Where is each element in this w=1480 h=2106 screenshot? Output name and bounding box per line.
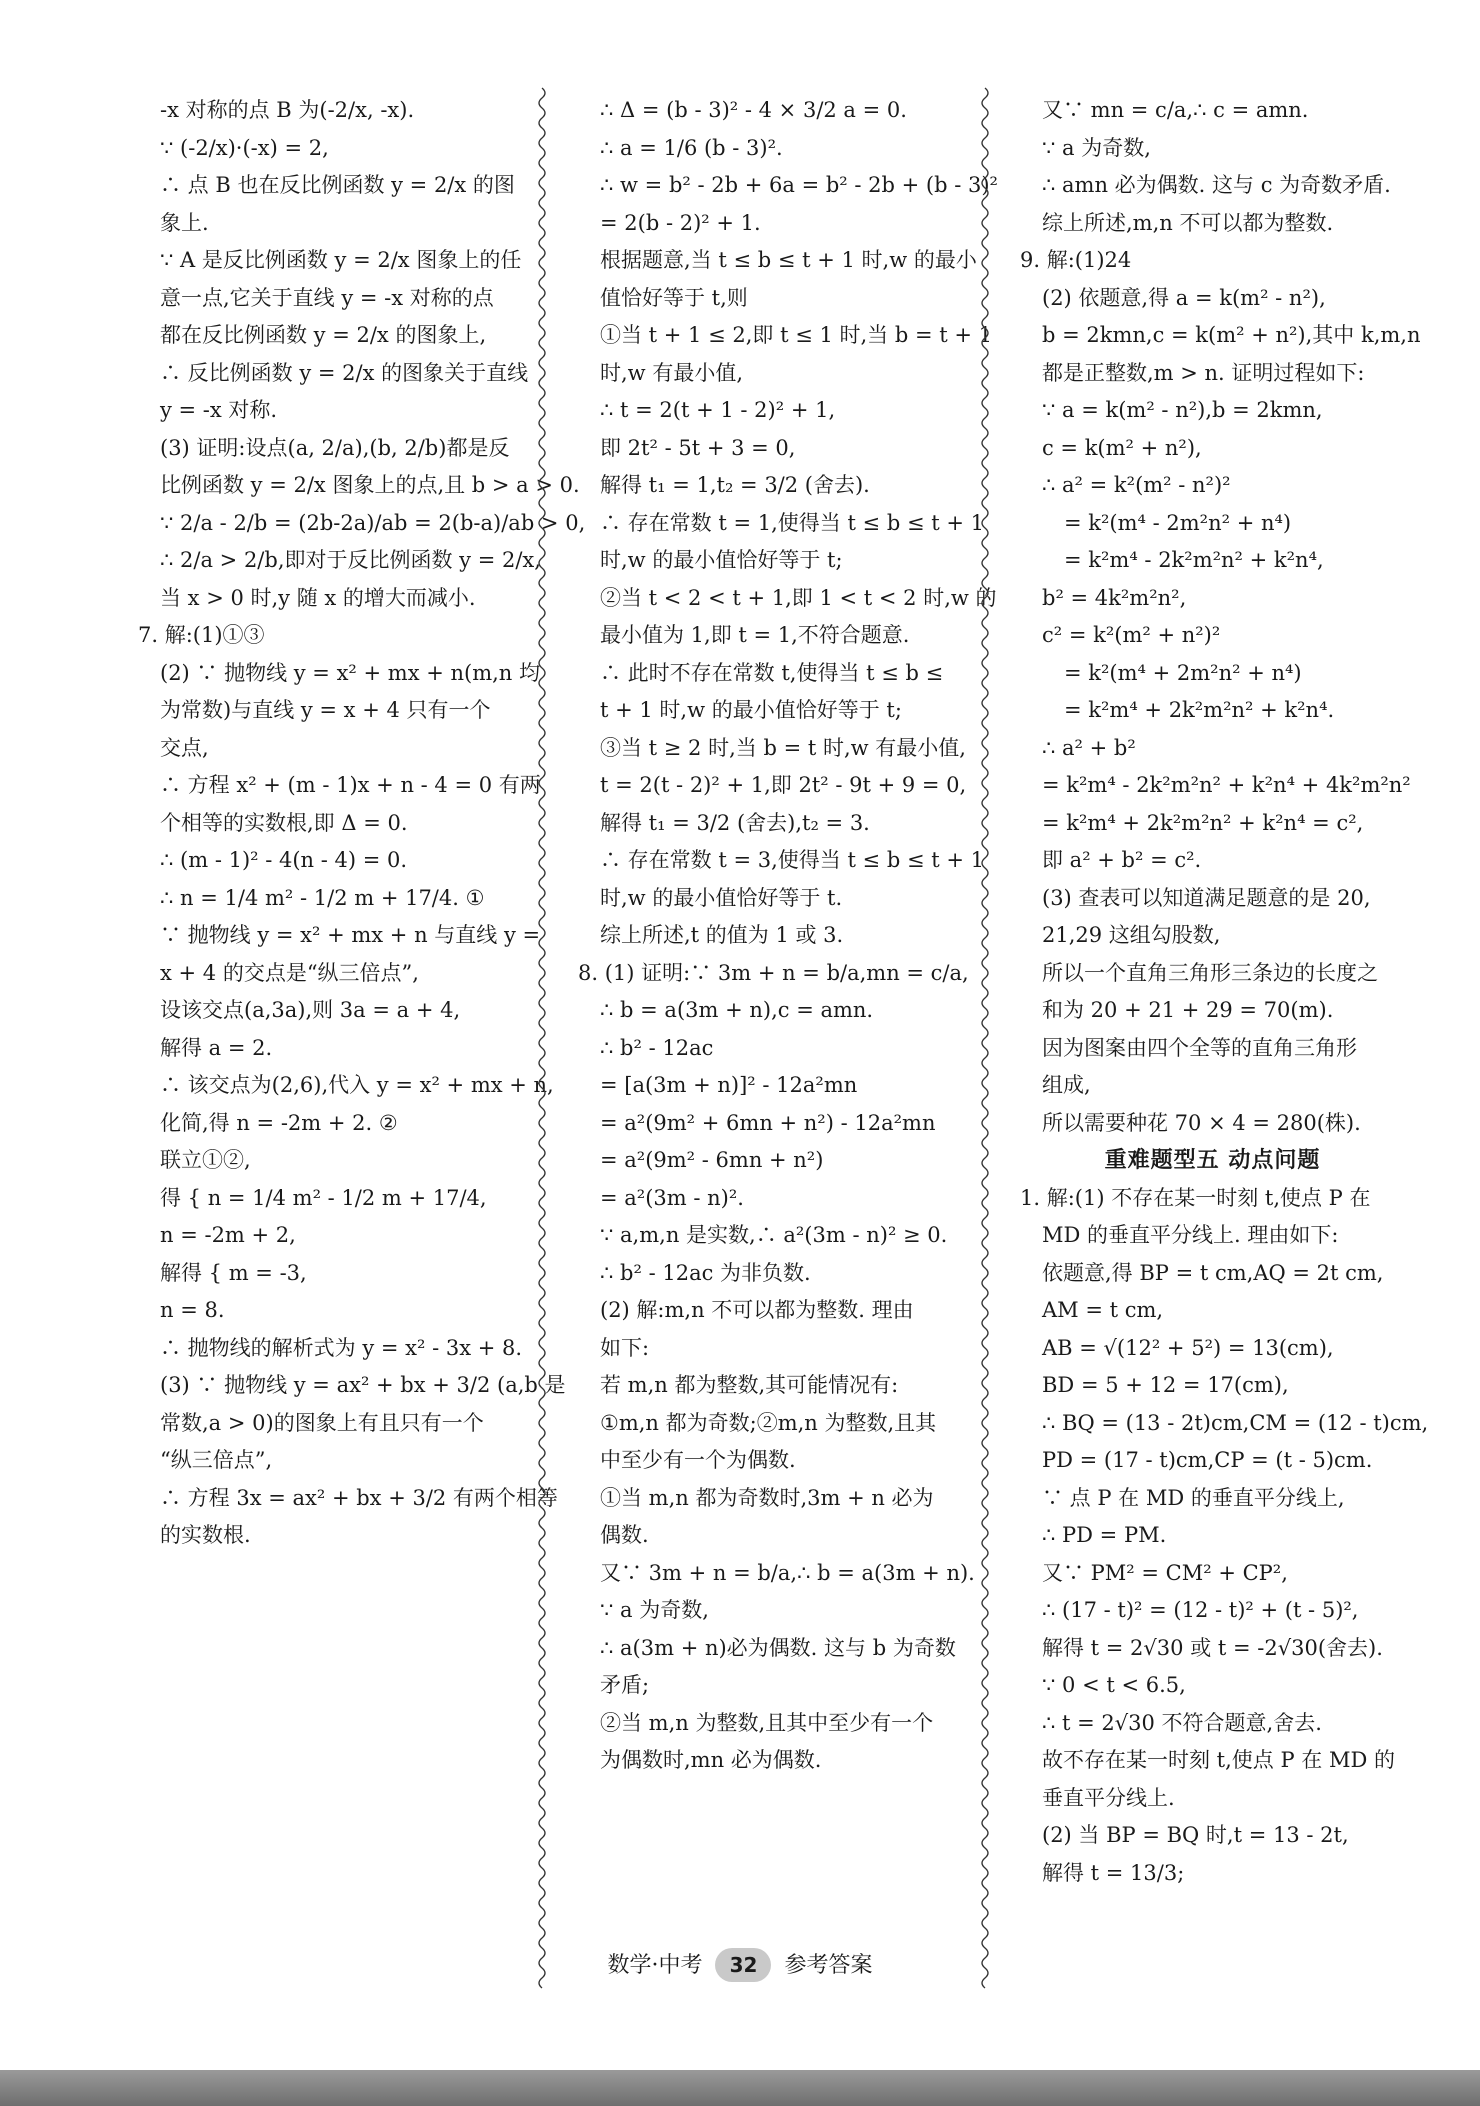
answer-line: 得 { n = 1/4 m² - 1/2 m + 17/4,	[160, 1185, 487, 1210]
answer-line: 解得 a = 2.	[160, 1035, 273, 1060]
answer-line: n = -2m + 2,	[160, 1223, 296, 1247]
answer-line: = k²m⁴ + 2k²m²n² + k²n⁴.	[1064, 698, 1335, 722]
answer-line: ∵ a = k(m² - n²),b = 2kmn,	[1042, 398, 1323, 422]
wavy-divider-1	[535, 88, 549, 1978]
answer-line: 即 2t² - 5t + 3 = 0,	[600, 435, 796, 460]
answer-line: ∴ 存在常数 t = 1,使得当 t ≤ b ≤ t + 1	[600, 510, 984, 535]
answer-line: 值恰好等于 t,则	[600, 285, 748, 310]
answer-line: 8. (1) 证明:∵ 3m + n = b/a,mn = c/a,	[578, 960, 969, 985]
answer-line: 联立①②,	[160, 1148, 251, 1172]
answer-line: ∴ t = 2(t + 1 - 2)² + 1,	[600, 398, 836, 422]
answer-column-2	[578, 92, 998, 1780]
footer-subject: 数学·中考	[607, 1953, 703, 1978]
answer-line: t + 1 时,w 的最小值恰好等于 t;	[600, 698, 902, 722]
answer-line: AM = t cm,	[1042, 1298, 1164, 1322]
answer-line: ①当 t + 1 ≤ 2,即 t ≤ 1 时,当 b = t + 1	[600, 323, 992, 347]
answer-line: = k²m⁴ - 2k²m²n² + k²n⁴,	[1064, 548, 1324, 572]
wavy-line	[539, 88, 545, 1988]
answer-line: 9. 解:(1)24	[1020, 248, 1132, 272]
answer-line: 偶数.	[600, 1523, 649, 1547]
answer-line: 为偶数时,mn 必为偶数.	[600, 1748, 822, 1772]
answer-line: = k²m⁴ - 2k²m²n² + k²n⁴ + 4k²m²n²	[1042, 773, 1411, 797]
answer-line: 矛盾;	[600, 1673, 650, 1697]
answer-line: = k²(m⁴ + 2m²n² + n⁴)	[1064, 660, 1302, 685]
answer-line: 为常数)与直线 y = x + 4 只有一个	[160, 698, 491, 722]
page-number: 32	[715, 1948, 771, 1982]
answer-line: ∴ 反比例函数 y = 2/x 的图象关于直线	[160, 360, 529, 385]
answer-line: 比例函数 y = 2/x 图象上的点,且 b > a > 0.	[160, 473, 580, 497]
answer-line: 的实数根.	[160, 1523, 251, 1547]
answer-line: 组成,	[1042, 1073, 1091, 1097]
answer-line: = a²(9m² - 6mn + n²)	[600, 1148, 824, 1172]
answer-line: 根据题意,当 t ≤ b ≤ t + 1 时,w 的最小	[600, 248, 977, 272]
answer-line: ∴ b² - 12ac 为非负数.	[600, 1260, 811, 1285]
answer-line: ∵ 2/a - 2/b = (2b-2a)/ab = 2(b-a)/ab > 0,	[160, 510, 586, 535]
answer-line: ∵ (-2/x)·(-x) = 2,	[160, 135, 329, 160]
answer-line: (2) 解:m,n 不可以都为整数. 理由	[600, 1298, 914, 1322]
answer-line: b = 2kmn,c = k(m² + n²),其中 k,m,n	[1042, 323, 1421, 347]
answer-line: ∵ 点 P 在 MD 的垂直平分线上,	[1042, 1485, 1345, 1510]
answer-line: 时,w 的最小值恰好等于 t;	[600, 548, 843, 572]
answer-line: 设该交点(a,3a),则 3a = a + 4,	[160, 998, 461, 1022]
answer-line: 所以一个直角三角形三条边的长度之	[1042, 960, 1378, 985]
answer-line: b² = 4k²m²n²,	[1042, 585, 1187, 610]
answer-line: ②当 t < 2 < t + 1,即 1 < t < 2 时,w 的	[600, 585, 997, 610]
answer-line: 解得 t = 13/3;	[1042, 1860, 1185, 1885]
answer-line: ∴ 方程 3x = ax² + bx + 3/2 有两个相等	[160, 1485, 558, 1510]
answer-line: ∴ a² = k²(m² - n²)²	[1042, 473, 1231, 497]
answer-line: ①当 m,n 都为奇数时,3m + n 必为	[600, 1485, 934, 1510]
answer-line: 化简,得 n = -2m + 2. ②	[160, 1110, 398, 1135]
answer-line: 综上所述,m,n 不可以都为整数.	[1042, 210, 1334, 235]
answer-line: ∴ a = 1/6 (b - 3)².	[600, 135, 783, 160]
answer-line: ②当 m,n 为整数,且其中至少有一个	[600, 1710, 934, 1735]
answer-line: ∴ 该交点为(2,6),代入 y = x² + mx + n,	[160, 1073, 554, 1097]
wavy-line	[982, 88, 988, 1988]
answer-line: x + 4 的交点是“纵三倍点”,	[160, 960, 419, 985]
answer-line: 意一点,它关于直线 y = -x 对称的点	[160, 285, 494, 310]
answer-line: 中至少有一个为偶数.	[600, 1448, 796, 1472]
answer-line: 个相等的实数根,即 Δ = 0.	[160, 810, 408, 835]
answer-line: ∴ PD = PM.	[1042, 1523, 1167, 1547]
answer-line: ∴ a(3m + n)必为偶数. 这与 b 为奇数	[600, 1635, 956, 1660]
answer-line: = k²m⁴ + 2k²m²n² + k²n⁴ = c²,	[1042, 810, 1364, 835]
answer-line: 21,29 这组勾股数,	[1042, 923, 1221, 947]
answer-line: -x 对称的点 B 为(-2/x, -x).	[160, 98, 415, 122]
answer-line: “纵三倍点”,	[160, 1448, 273, 1472]
answer-line: ∴ (m - 1)² - 4(n - 4) = 0.	[160, 848, 408, 872]
footer-section: 参考答案	[784, 1953, 873, 1978]
page-footer	[0, 1948, 1480, 1982]
answer-line: 解得 t₁ = 1,t₂ = 3/2 (舍去).	[600, 473, 870, 497]
answer-line: 故不存在某一时刻 t,使点 P 在 MD 的	[1042, 1748, 1395, 1772]
answer-line: (2) ∵ 抛物线 y = x² + mx + n(m,n 均	[160, 660, 540, 685]
answer-line: ∴ 存在常数 t = 3,使得当 t ≤ b ≤ t + 1	[600, 848, 984, 872]
answer-line: ∴ 点 B 也在反比例函数 y = 2/x 的图	[160, 173, 515, 197]
answer-line: = k²(m⁴ - 2m²n² + n⁴)	[1064, 510, 1292, 535]
answer-line: 解得 { m = -3,	[160, 1260, 307, 1285]
answer-line: 垂直平分线上.	[1042, 1785, 1175, 1810]
answer-line: 综上所述,t 的值为 1 或 3.	[600, 923, 844, 947]
answer-line: ∵ a,m,n 是实数,∴ a²(3m - n)² ≥ 0.	[600, 1223, 948, 1247]
answer-column-3	[1020, 92, 1429, 1892]
answer-line: n = 8.	[160, 1298, 225, 1322]
answer-line: 都是正整数,m > n. 证明过程如下:	[1042, 360, 1365, 385]
answer-line: BD = 5 + 12 = 17(cm),	[1042, 1373, 1289, 1397]
answer-line: 因为图案由四个全等的直角三角形	[1042, 1035, 1357, 1060]
answer-line: ∴ 此时不存在常数 t,使得当 t ≤ b ≤	[600, 660, 944, 685]
answer-line: 如下:	[600, 1335, 650, 1360]
answer-line: 解得 t₁ = 3/2 (舍去),t₂ = 3.	[600, 810, 870, 835]
answer-line: = a²(9m² + 6mn + n²) - 12a²mn	[600, 1110, 936, 1135]
answer-line: 象上.	[160, 210, 209, 235]
answer-line: 时,w 有最小值,	[600, 360, 744, 385]
answer-line: = 2(b - 2)² + 1.	[600, 210, 761, 235]
answer-line: ∴ b = a(3m + n),c = amn.	[600, 998, 874, 1022]
answer-line: 重难题型五 动点问题	[1104, 1148, 1321, 1173]
answer-line: 1. 解:(1) 不存在某一时刻 t,使点 P 在	[1020, 1185, 1371, 1210]
answer-line: ∵ A 是反比例函数 y = 2/x 图象上的任	[160, 248, 522, 272]
answer-line: 解得 t = 2√30 或 t = -2√30(舍去).	[1042, 1635, 1383, 1660]
answer-line: 所以需要种花 70 × 4 = 280(株).	[1042, 1110, 1361, 1135]
answer-line: 又∵ PM² = CM² + CP²,	[1042, 1560, 1288, 1585]
answer-line: ∴ n = 1/4 m² - 1/2 m + 17/4. ①	[160, 885, 485, 910]
answer-line: ∴ (17 - t)² = (12 - t)² + (t - 5)²,	[1042, 1598, 1359, 1622]
wavy-divider-2	[978, 88, 992, 1978]
answer-line: ∵ 0 < t < 6.5,	[1042, 1673, 1186, 1697]
answer-line: ∴ 抛物线的解析式为 y = x² - 3x + 8.	[160, 1335, 523, 1360]
answer-line: PD = (17 - t)cm,CP = (t - 5)cm.	[1042, 1448, 1373, 1472]
page-edge-band	[0, 2070, 1480, 2106]
answer-line: ∵ a 为奇数,	[1042, 135, 1151, 160]
answer-line: (2) 依题意,得 a = k(m² - n²),	[1042, 285, 1326, 310]
answer-line: ∴ amn 必为偶数. 这与 c 为奇数矛盾.	[1042, 173, 1391, 197]
answer-line: ∴ BQ = (13 - 2t)cm,CM = (12 - t)cm,	[1042, 1410, 1429, 1435]
answer-line: ③当 t ≥ 2 时,当 b = t 时,w 有最小值,	[600, 735, 966, 760]
answer-line: 时,w 的最小值恰好等于 t.	[600, 885, 843, 910]
answer-line: AB = √(12² + 5²) = 13(cm),	[1042, 1335, 1334, 1360]
answer-line: 当 x > 0 时,y 随 x 的增大而减小.	[160, 585, 476, 610]
answer-line: y = -x 对称.	[160, 398, 278, 422]
answer-line: 都在反比例函数 y = 2/x 的图象上,	[160, 323, 487, 347]
answer-line: 和为 20 + 21 + 29 = 70(m).	[1042, 998, 1334, 1022]
answer-line: ∴ a² + b²	[1042, 735, 1136, 760]
answer-line: ①m,n 都为奇数;②m,n 为整数,且其	[600, 1410, 937, 1435]
answer-line: 交点,	[160, 735, 209, 760]
answer-line: 若 m,n 都为整数,其可能情况有:	[600, 1373, 899, 1397]
answer-column-1	[138, 92, 586, 1555]
answer-line: c² = k²(m² + n²)²	[1042, 623, 1221, 647]
answer-line: (2) 当 BP = BQ 时,t = 13 - 2t,	[1042, 1823, 1349, 1847]
answer-line: (3) 证明:设点(a, 2/a),(b, 2/b)都是反	[160, 435, 510, 460]
answer-line: 最小值为 1,即 t = 1,不符合题意.	[600, 623, 910, 647]
answer-line: = a²(3m - n)².	[600, 1185, 744, 1210]
answer-line: ∴ t = 2√30 不符合题意,舍去.	[1042, 1710, 1322, 1735]
answer-line: ∴ b² - 12ac	[600, 1035, 714, 1060]
answer-line: (3) 查表可以知道满足题意的是 20,	[1042, 885, 1371, 910]
answer-line: ∵ 抛物线 y = x² + mx + n 与直线 y =	[160, 923, 541, 947]
answer-line: 又∵ 3m + n = b/a,∴ b = a(3m + n).	[600, 1560, 975, 1585]
answer-line: = [a(3m + n)]² - 12a²mn	[600, 1073, 858, 1097]
answer-line: ∴ 方程 x² + (m - 1)x + n - 4 = 0 有两	[160, 773, 541, 797]
answer-line: 即 a² + b² = c².	[1042, 848, 1202, 872]
answer-line: t = 2(t - 2)² + 1,即 2t² - 9t + 9 = 0,	[600, 773, 967, 797]
answer-line: ∴ w = b² - 2b + 6a = b² - 2b + (b - 3)²	[600, 173, 998, 197]
answer-line: 又∵ mn = c/a,∴ c = amn.	[1042, 98, 1309, 122]
answer-line: ∴ Δ = (b - 3)² - 4 × 3/2 a = 0.	[600, 98, 907, 122]
answer-line: c = k(m² + n²),	[1042, 435, 1202, 460]
answer-line: (3) ∵ 抛物线 y = ax² + bx + 3/2 (a,b 是	[160, 1373, 566, 1397]
answer-line: 常数,a > 0)的图象上有且只有一个	[160, 1410, 484, 1435]
answer-line: 依题意,得 BP = t cm,AQ = 2t cm,	[1042, 1260, 1384, 1285]
answer-line: 7. 解:(1)①③	[138, 623, 265, 647]
answer-line: MD 的垂直平分线上. 理由如下:	[1042, 1223, 1339, 1247]
answer-line: ∵ a 为奇数,	[600, 1598, 709, 1622]
answer-line: ∴ 2/a > 2/b,即对于反比例函数 y = 2/x,	[160, 548, 541, 572]
